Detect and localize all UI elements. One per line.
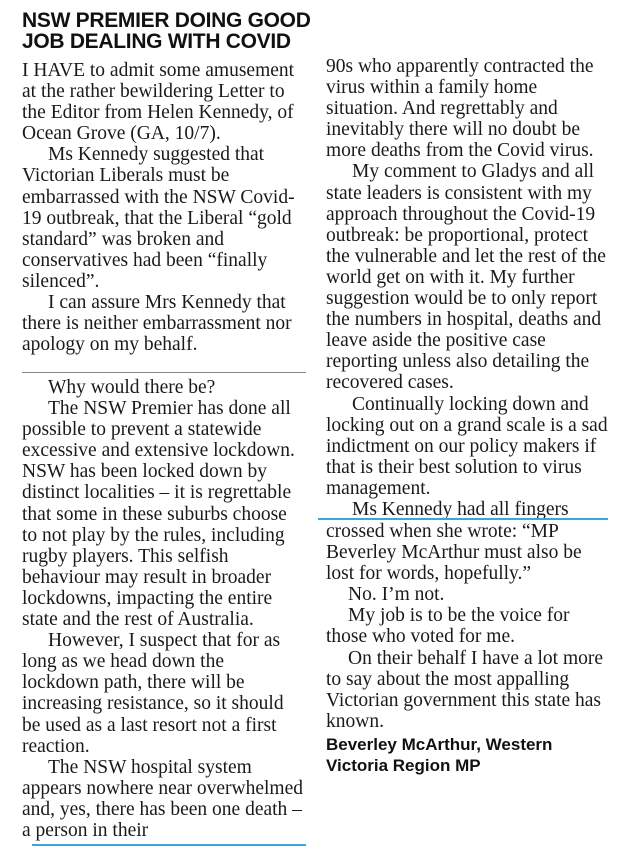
- column-divider-blue: [32, 844, 306, 846]
- letter-signature: [326, 734, 608, 776]
- column-1-bottom: [22, 377, 304, 841]
- paragraph: On their behalf I have a lot more to say about the most appalling Victorian government this state has known.: [326, 647, 604, 732]
- signature-line-2: Victoria Region MP: [326, 755, 481, 775]
- paragraph: Ms Kennedy suggested that Victorian Liberals must be embarrassed with the NSW Covid-19 outbreak, that the Liberal “gold standard” was broken and conservatives had been “finally silenced”.: [22, 144, 295, 292]
- paragraph: The NSW Premier has done all possible to prevent a statewide excessive and extensive lockdown. NSW has been locked down by distinct localities – it is regrettable that some in these suburbs choose to not play by the rules, including rugby players. This selfish behaviour may result in broader lockdowns, impacting the entire state and the rest of Australia.: [22, 398, 295, 631]
- paragraph: Continually locking down and locking out on a grand scale is a sad indictment on our policy makers if that is their best solution to virus management.: [326, 393, 608, 499]
- paragraph: The NSW hospital system appears nowhere near overwhelmed and, yes, there has been one death – a person in their: [22, 756, 303, 841]
- headline-line-1: NSW PREMIER DOING GOOD: [22, 9, 311, 32]
- paragraph: My comment to Gladys and all state leaders is consistent with my approach throughout the Covid-19 outbreak: be proportional, protect the vulnerable and let the rest of the world get on with it. My further suggestion would be to only report the numbers in hospital, deaths and leave aside the positive case reporting unless also detailing the recovered cases.: [326, 161, 606, 394]
- paragraph: 90s who apparently contracted the virus within a family home situation. And regrettably and inevitably there will no doubt be more deaths from the Covid virus.: [326, 56, 594, 162]
- paragraph: I HAVE to admit some amusement at the rather bewildering Letter to the Editor from Helen Kennedy, of Ocean Grove (GA, 10/7).: [22, 60, 295, 145]
- signature-line-1: Beverley McArthur, Western: [326, 734, 553, 754]
- column-divider-gray: [22, 372, 306, 373]
- paragraph: Why would there be?: [48, 377, 216, 398]
- paragraph: crossed when she wrote: “MP Beverley McArthur must also be lost for words, hopefully.”: [326, 521, 582, 585]
- column-1-top: [22, 60, 312, 355]
- paragraph: However, I suspect that for as long as we head down the lockdown path, there will be increasing resistance, so it should be used as a last resort not a first reaction.: [22, 630, 284, 757]
- paragraph: Ms Kennedy had all fingers: [352, 498, 569, 520]
- column-2-bottom: [326, 521, 608, 776]
- paragraph: I can assure Mrs Kennedy that there is neither embarrassment nor apology on my behalf.: [22, 292, 292, 356]
- paragraph: My job is to be the voice for those who voted for me.: [326, 605, 570, 648]
- column-divider-blue: [318, 518, 608, 520]
- letter-headline: [22, 10, 312, 52]
- paragraph: No. I’m not.: [348, 584, 445, 606]
- headline-line-2: JOB DEALING WITH COVID: [22, 30, 291, 53]
- column-2-top: [326, 56, 608, 520]
